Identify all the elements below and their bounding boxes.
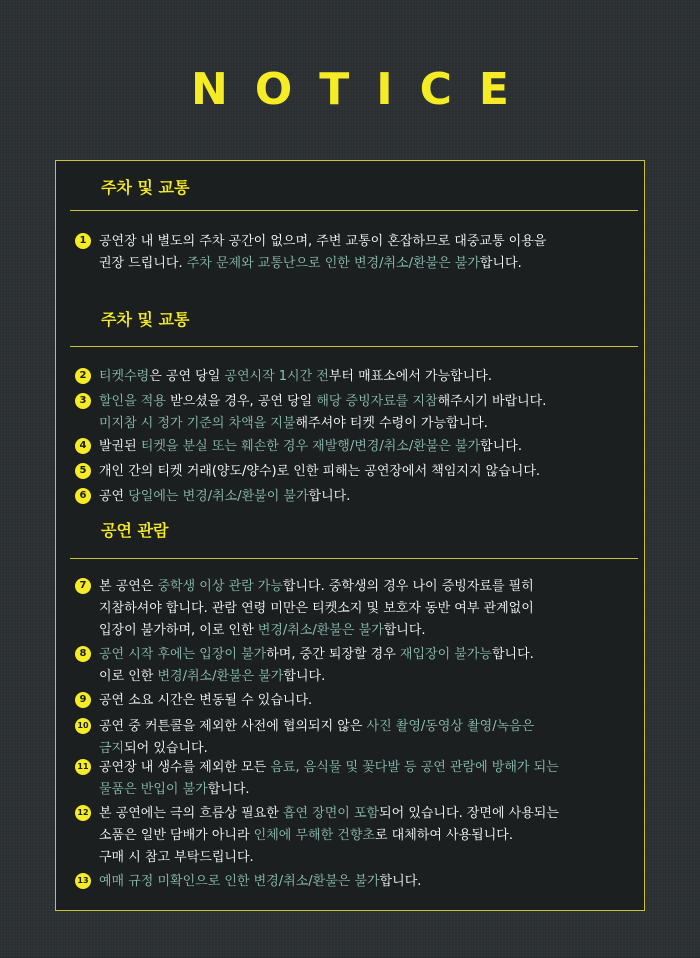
plain-text: 되어 있습니다. 장면에 사용되는 bbox=[379, 806, 559, 821]
plain-text: 권장 드립니다. bbox=[99, 256, 187, 271]
item-text-line bbox=[99, 231, 630, 253]
plain-text: 입장이 불가하며, 이로 인한 bbox=[99, 623, 258, 638]
plain-text: 합니다. 중학생의 경우 나이 증빙자료를 필히 bbox=[282, 579, 534, 594]
notice-item bbox=[70, 644, 630, 688]
plain-text: 합니다. bbox=[383, 623, 426, 638]
item-text-line bbox=[99, 825, 630, 847]
section-title: 공연 관람 bbox=[101, 521, 169, 540]
plain-text: 개인 간의 티켓 거래(양도/양수)로 인한 피해는 공연장에서 책임지지 않습니다. bbox=[99, 464, 541, 479]
item-text-line bbox=[99, 757, 630, 779]
notice-item bbox=[70, 803, 630, 869]
highlighted-text: 공연 시작 후에는 입장이 불가 bbox=[99, 647, 267, 662]
plain-text: 공연 소요 시간은 변동될 수 있습니다. bbox=[99, 693, 313, 708]
plain-text: 로 대체하여 사용됩니다. bbox=[374, 828, 513, 843]
item-text-line bbox=[99, 716, 630, 738]
notice-item bbox=[70, 231, 630, 275]
notice-item bbox=[70, 461, 630, 483]
item-number-badge: 10 bbox=[75, 718, 91, 734]
highlighted-text: 해당 증빙자료를 지참 bbox=[316, 394, 438, 409]
item-number-badge: 6 bbox=[75, 488, 91, 504]
highlighted-text: 물품은 반입이 불가 bbox=[99, 782, 208, 797]
plain-text: 합니다. bbox=[480, 439, 522, 454]
highlighted-text: 주차 문제와 교통난으로 인한 변경/취소/환불은 불가 bbox=[186, 256, 480, 271]
item-text-line bbox=[99, 391, 630, 413]
notice-title: NOTICE bbox=[191, 64, 536, 115]
notice-item bbox=[70, 757, 630, 801]
plain-text: 은 공연 당일 bbox=[149, 369, 225, 384]
item-text-line bbox=[99, 871, 630, 893]
plain-text: 합니다. bbox=[491, 647, 534, 662]
item-text-line bbox=[99, 847, 630, 869]
plain-text: 되어 있습니다. bbox=[124, 741, 208, 756]
item-text-line bbox=[99, 620, 630, 642]
plain-text: 부터 매표소에서 가능합니다. bbox=[328, 369, 492, 384]
highlighted-text: 공연시작 1시간 전 bbox=[224, 369, 329, 384]
plain-text: 이로 인한 bbox=[99, 669, 158, 684]
item-text-line bbox=[99, 779, 630, 801]
highlighted-text: 음료, 음식물 및 꽃다발 등 공연 관람에 방해가 되는 bbox=[270, 760, 559, 775]
notice-item bbox=[70, 366, 630, 388]
notice-item bbox=[70, 391, 630, 435]
notice-item bbox=[70, 436, 630, 458]
plain-text: 합니다. bbox=[379, 874, 422, 889]
item-text-line bbox=[99, 644, 630, 666]
section-title: 주차 및 교통 bbox=[101, 310, 190, 329]
highlighted-text: 예매 규정 미확인으로 인한 변경/취소/환불은 불가 bbox=[99, 874, 380, 889]
notice-panel bbox=[55, 160, 645, 911]
plain-text: 공연 bbox=[99, 489, 129, 504]
item-text-line bbox=[99, 253, 630, 275]
item-number-badge: 11 bbox=[75, 759, 91, 775]
item-number-badge: 7 bbox=[75, 578, 91, 594]
plain-text: 하며, 중간 퇴장할 경우 bbox=[266, 647, 400, 662]
plain-text: 해주시기 바랍니다. bbox=[437, 394, 547, 409]
highlighted-text: 미지참 시 정가 기준의 차액을 지불 bbox=[99, 416, 296, 431]
section-title: 주차 및 교통 bbox=[101, 178, 190, 197]
item-number-badge: 9 bbox=[75, 692, 91, 708]
item-number-badge: 1 bbox=[75, 233, 91, 249]
notice-item bbox=[70, 690, 630, 712]
item-text-line bbox=[99, 598, 630, 620]
notice-item bbox=[70, 486, 630, 508]
highlighted-text: 금지 bbox=[99, 741, 125, 756]
notice-item bbox=[70, 576, 630, 642]
plain-text: 합니다. bbox=[308, 489, 351, 504]
item-text-line bbox=[99, 436, 630, 458]
plain-text: 공연장 내 별도의 주차 공간이 없으며, 주변 교통이 혼잡하므로 대중교통 이용을 bbox=[99, 234, 547, 249]
highlighted-text: 티켓을 분실 또는 훼손한 경우 재발행/변경/취소/환불은 불가 bbox=[140, 439, 481, 454]
item-text-line bbox=[99, 486, 630, 508]
plain-text: 해주셔야 티켓 수령이 가능합니다. bbox=[295, 416, 488, 431]
section-divider bbox=[70, 210, 638, 211]
item-number-badge: 4 bbox=[75, 438, 91, 454]
plain-text: 합니다. bbox=[479, 256, 522, 271]
highlighted-text: 변경/취소/환불은 불가 bbox=[257, 623, 384, 638]
highlighted-text: 중학생 이상 관람 가능 bbox=[157, 579, 283, 594]
highlighted-text: 티켓수령 bbox=[99, 369, 150, 384]
item-number-badge: 13 bbox=[75, 873, 91, 889]
item-text-line bbox=[99, 366, 630, 388]
plain-text: 발권된 bbox=[99, 439, 141, 454]
highlighted-text: 인체에 무해한 건향초 bbox=[253, 828, 375, 843]
highlighted-text: 당일에는 변경/취소/환불이 불가 bbox=[128, 489, 309, 504]
highlighted-text: 사진 촬영/동영상 촬영/녹음은 bbox=[366, 719, 535, 734]
plain-text: 소품은 일반 담배가 아니라 bbox=[99, 828, 254, 843]
plain-text: 본 공연은 bbox=[99, 579, 158, 594]
plain-text: 본 공연에는 극의 흐름상 필요한 bbox=[99, 806, 283, 821]
item-number-badge: 12 bbox=[75, 805, 91, 821]
plain-text: 구매 시 참고 부탁드립니다. bbox=[99, 850, 254, 865]
item-number-badge: 8 bbox=[75, 646, 91, 662]
plain-text: 합니다. bbox=[207, 782, 250, 797]
plain-text: 공연 중 커튼콜을 제외한 사전에 협의되지 않은 bbox=[99, 719, 367, 734]
plain-text: 공연장 내 생수를 제외한 모든 bbox=[99, 760, 271, 775]
highlighted-text: 흡연 장면이 포함 bbox=[282, 806, 380, 821]
plain-text: 합니다. bbox=[283, 669, 326, 684]
notice-item bbox=[70, 871, 630, 893]
section-divider bbox=[70, 346, 638, 347]
plain-text: 지참하셔야 합니다. 관람 연령 미만은 티켓소지 및 보호자 동반 여부 관계없이 bbox=[99, 601, 534, 616]
highlighted-text: 할인을 적용 bbox=[99, 394, 166, 409]
item-text-line bbox=[99, 666, 630, 688]
section-divider bbox=[70, 558, 638, 559]
item-text-line bbox=[99, 576, 630, 598]
highlighted-text: 재입장이 불가능 bbox=[399, 647, 492, 662]
item-number-badge: 2 bbox=[75, 368, 91, 384]
item-text-line bbox=[99, 413, 630, 435]
item-number-badge: 5 bbox=[75, 463, 91, 479]
item-text-line bbox=[99, 690, 630, 712]
plain-text: 받으셨을 경우, 공연 당일 bbox=[165, 394, 317, 409]
notice-item bbox=[70, 716, 630, 760]
item-text-line bbox=[99, 461, 630, 483]
item-number-badge: 3 bbox=[75, 393, 91, 409]
item-text-line bbox=[99, 803, 630, 825]
highlighted-text: 변경/취소/환불은 불가 bbox=[157, 669, 284, 684]
